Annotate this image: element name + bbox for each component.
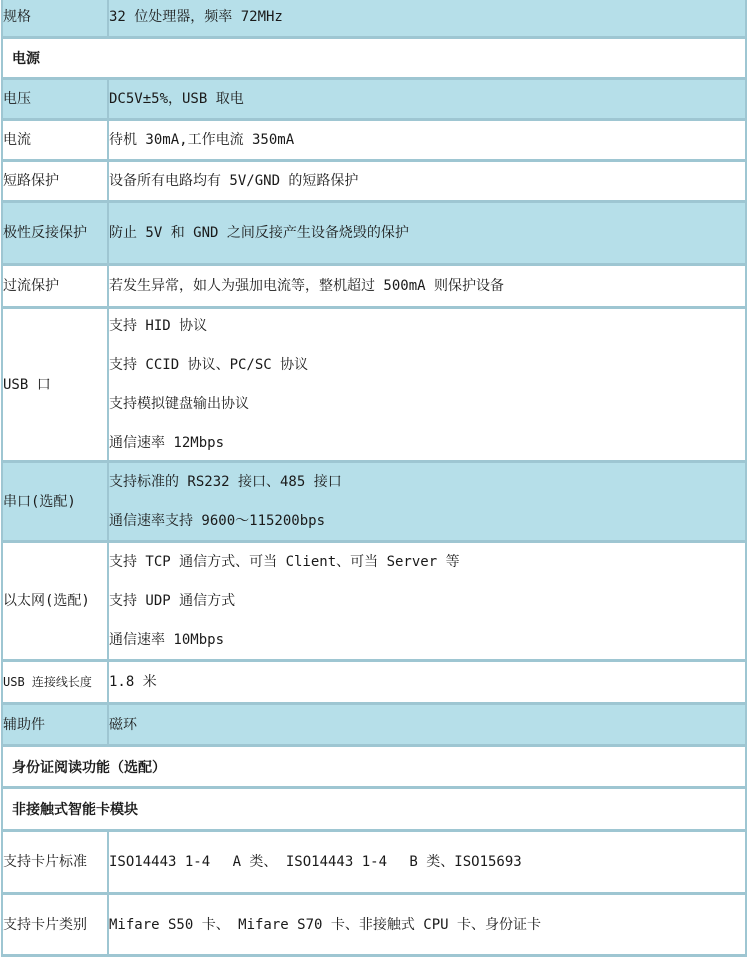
spec-value [109,121,747,162]
spec-value-line: 支持 UDP 通信方式 [109,593,236,609]
spec-row [1,662,747,705]
spec-value-line: 1.8 米 [109,674,157,690]
section-title: 身份证阅读功能（选配） [1,747,747,789]
spec-value [109,832,747,895]
spec-label: 极性反接保护 [1,203,109,266]
spec-label: 支持卡片标准 [1,832,109,895]
spec-value-line: 支持标准的 RS232 接口、485 接口 [109,474,342,490]
spec-value-line: 待机 30mA,工作电流 350mA [109,132,295,148]
spec-label: USB 口 [1,309,109,463]
spec-table-body [1,0,747,957]
spec-label: 辅助件 [1,705,109,747]
spec-label: 电压 [1,80,109,121]
spec-value [109,80,747,121]
spec-label: 过流保护 [1,266,109,309]
spec-value [109,162,747,203]
spec-value-line: 若发生异常，如人为强加电流等，整机超过 500mA 则保护设备 [109,278,504,294]
spec-row [1,895,747,957]
spec-value [109,895,747,957]
spec-value-line: 磁环 [109,716,137,733]
spec-row [1,705,747,747]
spec-value-line: 支持模拟键盘输出协议 [109,396,249,412]
spec-row [1,266,747,309]
spec-row [1,309,747,463]
spec-value-line: 支持 HID 协议 [109,318,208,334]
spec-row [1,0,747,39]
spec-value-line: 设备所有电路均有 5V/GND 的短路保护 [109,173,359,189]
section-title: 非接触式智能卡模块 [1,789,747,832]
spec-value-line: 通信速率 10Mbps [109,632,225,648]
spec-value-line: 通信速率支持 9600～115200bps [109,513,326,529]
spec-label: 电流 [1,121,109,162]
spec-value-line: 通信速率 12Mbps [109,435,225,451]
spec-row [1,121,747,162]
spec-value [109,705,747,747]
spec-value [109,0,747,39]
spec-row [1,80,747,121]
spec-label: USB 连接线长度 [1,662,109,705]
spec-value-line: Mifare S50 卡、 Mifare S70 卡、非接触式 CPU 卡、身份证卡 [109,916,542,933]
spec-label: 支持卡片类别 [1,895,109,957]
section-header-row [1,39,747,80]
spec-row [1,463,747,543]
spec-value [109,309,747,463]
spec-table [1,0,747,957]
spec-label: 以太网(选配) [1,543,109,662]
spec-label: 短路保护 [1,162,109,203]
section-header-row [1,789,747,832]
spec-label: 规格 [1,0,109,39]
section-title: 电源 [1,39,747,80]
section-header-row [1,747,747,789]
spec-value-line: 32 位处理器，频率 72MHz [109,8,283,25]
spec-value-line: DC5V±5%，USB 取电 [109,91,244,107]
spec-row [1,203,747,266]
spec-value [109,266,747,309]
spec-value [109,662,747,705]
spec-value-line: 防止 5V 和 GND 之间反接产生设备烧毁的保护 [109,225,409,241]
spec-row [1,543,747,662]
spec-value [109,463,747,543]
spec-row [1,162,747,203]
spec-value-line: ISO14443 1-4 A 类、 ISO14443 1-4 B 类、ISO15693 [109,854,522,870]
spec-label: 串口(选配) [1,463,109,543]
spec-value-line: 支持 CCID 协议、PC/SC 协议 [109,357,309,373]
spec-value [109,203,747,266]
spec-row [1,832,747,895]
spec-value [109,543,747,662]
spec-value-line: 支持 TCP 通信方式、可当 Client、可当 Server 等 [109,554,460,570]
